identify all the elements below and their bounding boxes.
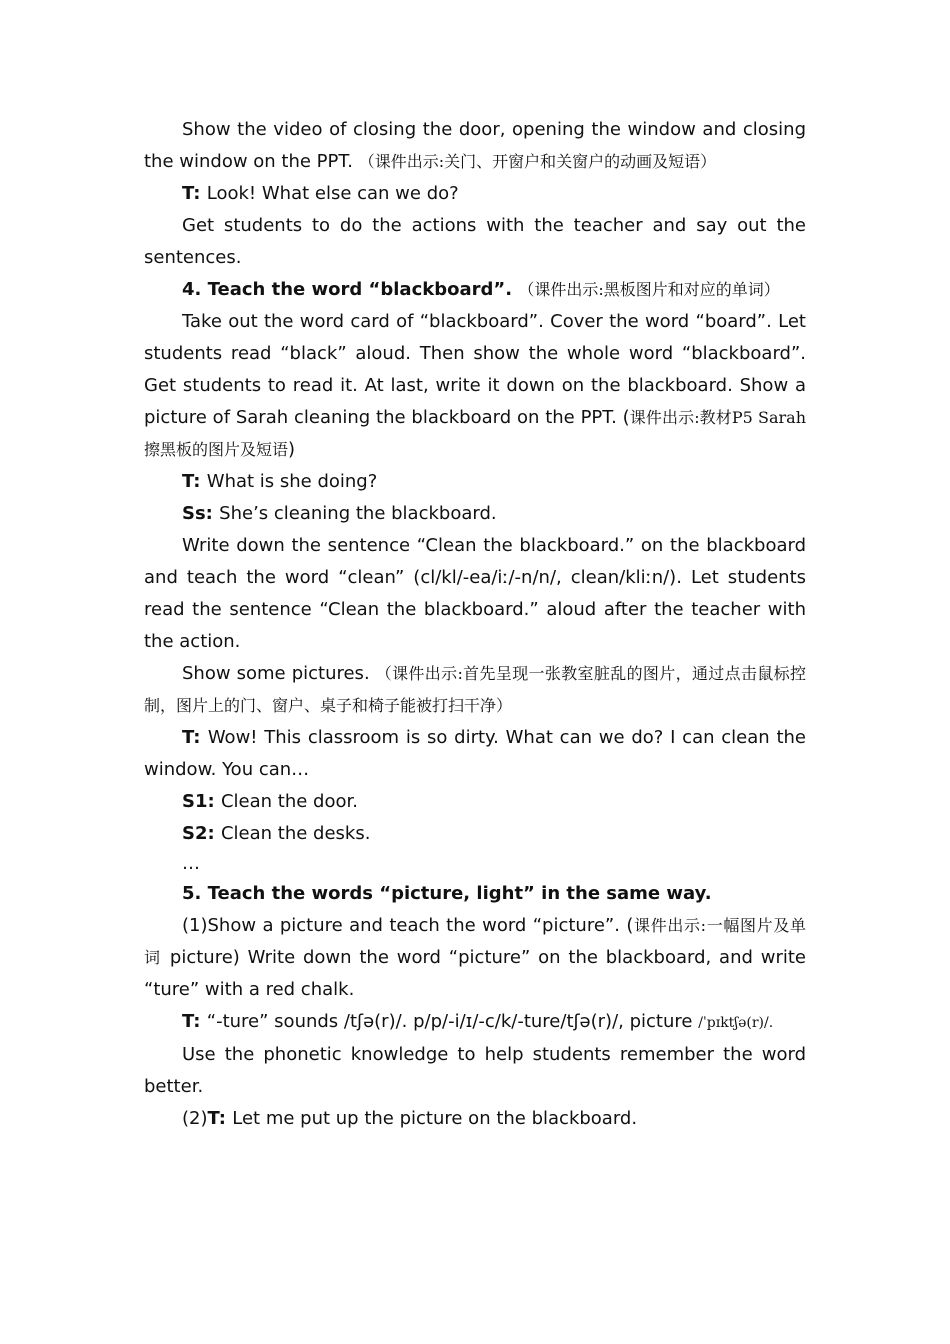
paragraph-phonetic bbox=[144, 1039, 806, 1103]
paragraph-video bbox=[144, 114, 806, 178]
document-page bbox=[144, 114, 806, 1135]
item-number: (2) bbox=[182, 1108, 208, 1129]
phonetic-transcription: /ˈpɪktʃə(r)/. bbox=[698, 1015, 774, 1031]
paragraph-text-end: ) bbox=[288, 439, 296, 460]
ellipsis-line bbox=[144, 850, 806, 878]
speaker-label: S1: bbox=[182, 791, 221, 812]
dialogue-text: Clean the desks. bbox=[220, 823, 371, 844]
dialogue-text: Look! What else can we do? bbox=[206, 183, 459, 204]
speaker-label: T: bbox=[182, 727, 208, 748]
paragraph-text: Take out the word card of “blackboard”. Cover the word “board”. Let students read “black” aloud. Then show the whole word “blackboard”. Get students to read it. At last, write it down on the blackboard. Show a picture of Sarah cleaning the blackboard on the PPT. ( bbox=[144, 311, 806, 428]
speaker-label: T: bbox=[182, 471, 207, 492]
dialogue-line bbox=[144, 1103, 806, 1135]
dialogue-text: Let me put up the picture on the blackboard. bbox=[232, 1108, 638, 1129]
paragraph-clean bbox=[144, 530, 806, 658]
speaker-label: T: bbox=[182, 1011, 207, 1032]
dialogue-text: “-ture” sounds /tʃə(r)/. p/p/-i/ɪ/-c/k/-ture/tʃə(r)/, picture bbox=[206, 1011, 693, 1032]
speaker-label: T: bbox=[207, 1108, 233, 1129]
dialogue-line bbox=[144, 498, 806, 530]
section-heading-blackboard bbox=[144, 274, 806, 306]
section-heading: 4. Teach the word “blackboard”. bbox=[182, 279, 519, 300]
paragraph-text: Show the video of closing the door, opening the window and closing the window on the PPT. bbox=[144, 119, 806, 172]
dialogue-line bbox=[144, 786, 806, 818]
paragraph-pictures bbox=[144, 658, 806, 722]
section-heading-picture-light bbox=[144, 878, 806, 910]
courseware-note: 课件出示:教材P5 Sarah擦黑板的图片及短语 bbox=[144, 408, 806, 459]
paragraph-text: picture) Write down the word “picture” on the blackboard, and write “ture” with a red chalk. bbox=[144, 947, 806, 1000]
dialogue-line bbox=[144, 178, 806, 210]
speaker-label: Ss: bbox=[182, 503, 220, 524]
paragraph-actions bbox=[144, 210, 806, 274]
speaker-label: T: bbox=[182, 183, 207, 204]
dialogue-line-phonics bbox=[144, 1006, 806, 1039]
dialogue-text: Clean the door. bbox=[220, 791, 358, 812]
section-heading: 5. Teach the words “picture, light” in the same way. bbox=[182, 883, 712, 904]
dialogue-text: Wow! This classroom is so dirty. What can we do? I can clean the window. You can… bbox=[144, 727, 806, 780]
paragraph-word-card bbox=[144, 306, 806, 466]
paragraph-text: Get students to do the actions with the teacher and say out the sentences. bbox=[144, 215, 806, 268]
courseware-note: 课件出示:一幅图片及单词 bbox=[144, 916, 806, 967]
ellipsis-text: … bbox=[182, 853, 200, 874]
courseware-note: （课件出示:关门、开窗户和关窗户的动画及短语） bbox=[358, 152, 717, 171]
dialogue-line bbox=[144, 466, 806, 498]
courseware-note: （课件出示:首先呈现一张教室脏乱的图片，通过点击鼠标控制，图片上的门、窗户、桌子和椅子能被打扫干净） bbox=[144, 664, 806, 715]
courseware-note: （课件出示:黑板图片和对应的单词） bbox=[518, 280, 780, 299]
dialogue-text: What is she doing? bbox=[206, 471, 378, 492]
paragraph-text: Write down the sentence “Clean the blackboard.” on the blackboard and teach the word “clean” (cl/kl/-ea/iː/-n/n/, clean/kliːn/). Let students read the sentence “Clean the blackboard.” aloud after the teacher with the action. bbox=[144, 535, 806, 652]
dialogue-line bbox=[144, 722, 806, 786]
paragraph-text: Use the phonetic knowledge to help students remember the word better. bbox=[144, 1044, 806, 1097]
dialogue-line bbox=[144, 818, 806, 850]
paragraph-picture-word bbox=[144, 910, 806, 1006]
paragraph-text: (1)Show a picture and teach the word “picture”. ( bbox=[182, 915, 634, 936]
speaker-label: S2: bbox=[182, 823, 221, 844]
paragraph-text: Show some pictures. bbox=[182, 663, 376, 684]
dialogue-text: She’s cleaning the blackboard. bbox=[219, 503, 497, 524]
